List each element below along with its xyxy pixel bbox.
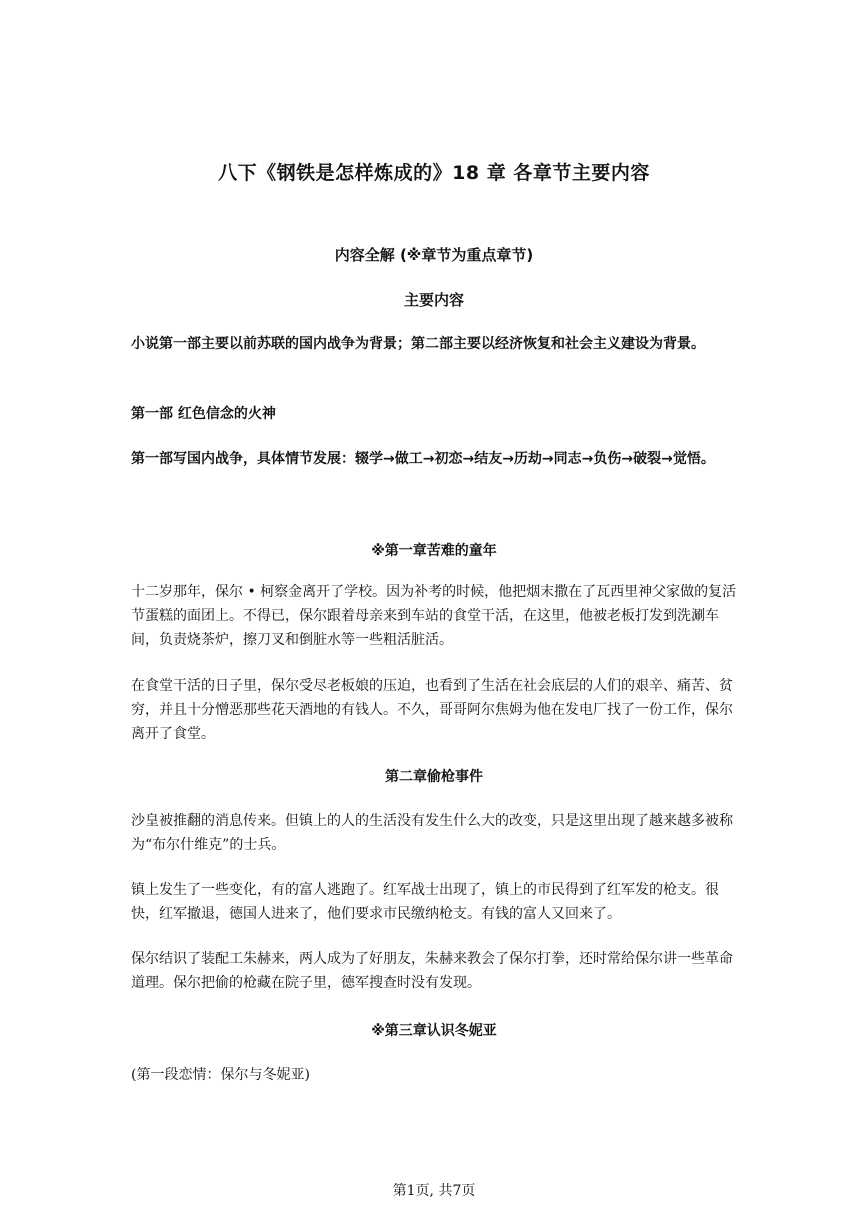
- page-footer: 第1页, 共7页: [392, 1183, 476, 1199]
- intro-paragraph: 小说第一部主要以前苏联的国内战争为背景；第二部主要以经济恢复和社会主义建设为背景。: [131, 336, 705, 352]
- chapter-heading: 第二章偷枪事件: [385, 769, 483, 785]
- section-heading: 内容全解 (※章节为重点章节): [334, 246, 534, 264]
- part-one-plot: 第一部写国内战争，具体情节发展：辍学→做工→初恋→结友→历劫→同志→负伤→破裂→觉悟。: [131, 451, 715, 467]
- chapter-paragraph: 沙皇被推翻的消息传来。但镇上的人的生活没有发生什么大的改变，只是这里出现了越来越多被称为“布尔什维克”的士兵。: [131, 813, 733, 853]
- chapter-heading: ※第一章苦难的童年: [371, 543, 497, 559]
- chapter-paragraph: 镇上发生了一些变化，有的富人逃跑了。红军战士出现了，镇上的市民得到了红军发的枪支。很快，红军撤退，德国人进来了，他们要求市民缴纳枪支。有钱的富人又回来了。: [131, 882, 719, 922]
- chapter-paragraph: 在食堂干活的日子里，保尔受尽老板娘的压迫，也看到了生活在社会底层的人们的艰辛、痛苦、贫穷，并且十分憎恶那些花天酒地的有钱人。不久，哥哥阿尔焦姆为他在发电厂找了一份工作，保尔离开了食堂。: [131, 678, 733, 742]
- document-title: 八下《钢铁是怎样炼成的》18 章 各章节主要内容: [218, 162, 650, 184]
- chapter-paragraph: 十二岁那年，保尔 • 柯察金离开了学校。因为补考的时候，他把烟末撒在了瓦西里神父家做的复活节蛋糕的面团上。不得已，保尔跟着母亲来到车站的食堂干活，在这里，他被老板打发到洗涮车间，负责烧茶炉，擦刀叉和倒脏水等一些粗活脏活。: [131, 584, 737, 648]
- main-heading: 主要内容: [403, 291, 464, 309]
- chapter-heading: ※第三章认识冬妮亚: [371, 1023, 497, 1039]
- chapter-paragraph: (第一段恋情：保尔与冬妮亚): [131, 1067, 310, 1083]
- chapter-paragraph: 保尔结识了装配工朱赫来，两人成为了好朋友，朱赫来教会了保尔打拳，还时常给保尔讲一些革命道理。保尔把偷的枪藏在院子里，德军搜查时没有发现。: [131, 951, 733, 991]
- part-one-title: 第一部 红色信念的火神: [131, 406, 276, 422]
